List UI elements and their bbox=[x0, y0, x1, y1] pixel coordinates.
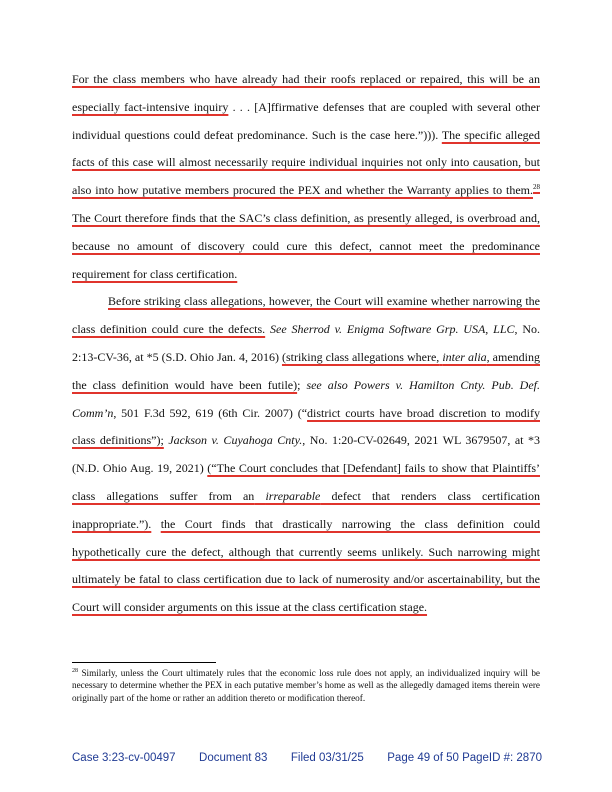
footnote-number: 28 bbox=[72, 667, 78, 674]
case-citation: See Sherrod v. Enigma Software Grp. USA, LLC bbox=[270, 322, 515, 337]
opinion-body bbox=[72, 66, 540, 622]
body-text: . . . [A]ffirmative defenses that are coupled with several other individual questions could defeat predominance. Such is the case here.”))). bbox=[72, 99, 540, 142]
citation-detail: , No. 1:20-CV-02649, 2021 WL 3679507, at *3 (N.D. Ohio Aug. 19, 2021) bbox=[72, 433, 541, 476]
parenthetical-text: (“The Court concludes that [Defendant] fails to show that Plaintiffs’ class allegations suffer from an bbox=[72, 461, 540, 503]
case-number: Case 3:23-cv-00497 bbox=[72, 752, 176, 764]
citation-detail: , 501 F.3d 592, 619 (6th Cir. 2007) (“ bbox=[113, 405, 308, 420]
paragraph-2 bbox=[72, 288, 540, 622]
footnote-reference[interactable]: 28 bbox=[533, 183, 540, 192]
latin-phrase: inter alia bbox=[442, 349, 487, 364]
separator: ; bbox=[297, 377, 301, 392]
case-citation: see also Powers v. Hamilton Cnty. Pub. Def. Comm’n bbox=[72, 377, 540, 420]
underlined-quote: district courts have broad discretion to modify class definitions”); bbox=[72, 405, 540, 448]
document-number: Document 83 bbox=[199, 752, 268, 764]
footnote-text: Similarly, unless the Court ultimately rules that the economic loss rule does not apply, an individualized inquiry will be necessary to determine whether the PEX in each putative member’s home as well as the allegedly damaged items therein were originally part of the home or rather an addition thereto or modification thereof. bbox=[72, 668, 541, 703]
footnote bbox=[72, 667, 540, 704]
parenthetical-text: , amending the class definition would have been futile) bbox=[72, 349, 540, 392]
footnote-divider bbox=[72, 662, 216, 663]
parenthetical-text: (striking class allegations where, bbox=[281, 349, 440, 364]
case-citation: Jackson v. Cuyahoga Cnty. bbox=[168, 433, 303, 448]
underlined-text: The Court therefore finds that the SAC’s class definition, as presently alleged, is overbroad and, because no amount of discovery could cure this defect, cannot meet the predominance requirement for class certification. bbox=[72, 210, 540, 281]
page-footer bbox=[72, 752, 542, 764]
underlined-text: Before striking class allegations, however, the Court will examine whether narrowing the class definition could cure the defects. bbox=[72, 294, 540, 337]
parenthetical-text: defect that renders class certification inappropriate.”). bbox=[72, 488, 541, 531]
underlined-text: the Court finds that drastically narrowing the class definition could hypothetically cure the defect, although that currently seems unlikely. Such narrowing might ultimately be fatal to class certification due to lack of numerosity and/or ascertainability, but the Court will consider arguments on this issue at the class certification stage. bbox=[72, 516, 541, 615]
page-id: Page 49 of 50 PageID #: 2870 bbox=[387, 752, 542, 764]
paragraph-1 bbox=[72, 66, 540, 288]
citation-detail: , No. 2:13-CV-36, at *5 (S.D. Ohio Jan. 4, 2016) bbox=[72, 322, 541, 364]
filed-date: Filed 03/31/25 bbox=[290, 752, 364, 764]
underlined-text: For the class members who have already had their roofs replaced or repaired, this will be an especially fact-intensive inquiry bbox=[72, 72, 540, 114]
emphasis: irreparable bbox=[265, 488, 321, 503]
underlined-text: The specific alleged facts of this case will almost necessarily require individual inquiries not only into causation, but also into how putative members procured the PEX and whether the Warranty applies to them. bbox=[72, 127, 540, 198]
